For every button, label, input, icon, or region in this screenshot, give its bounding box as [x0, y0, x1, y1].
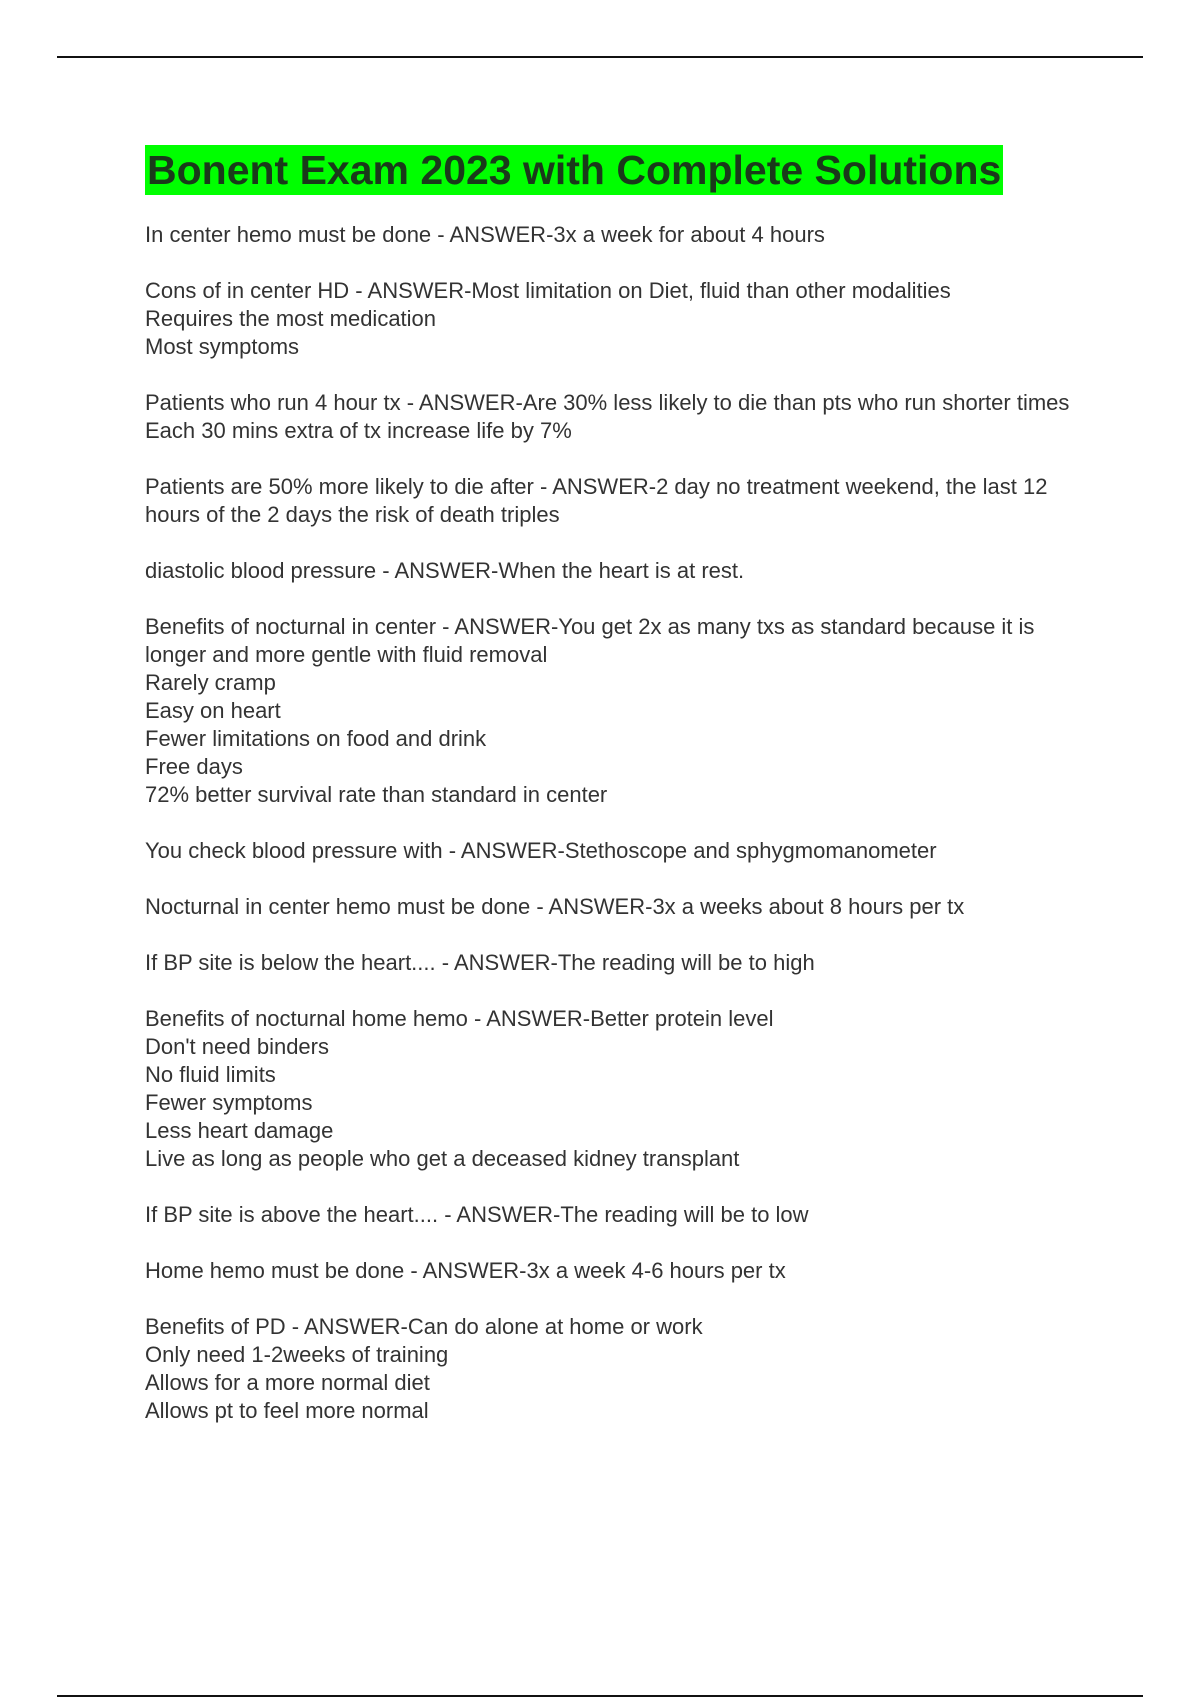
document-body	[145, 145, 1095, 1453]
qa-line: You check blood pressure with - ANSWER-Stethoscope and sphygmomanometer	[145, 838, 937, 863]
qa-line: Live as long as people who get a deceased kidney transplant	[145, 1146, 740, 1171]
qa-line: Allows for a more normal diet	[145, 1370, 430, 1395]
qa-line: Don't need binders	[145, 1034, 329, 1059]
qa-line: Patients are 50% more likely to die after - ANSWER-2 day no treatment weekend, the last 12 hours of the 2 days the risk of death triples	[145, 474, 1048, 527]
qa-line: Easy on heart	[145, 698, 281, 723]
qa-line: If BP site is below the heart.... - ANSWER-The reading will be to high	[145, 950, 815, 975]
qa-line: In center hemo must be done - ANSWER-3x a week for about 4 hours	[145, 222, 825, 247]
qa-line: Free days	[145, 754, 243, 779]
qa-item	[145, 1201, 1095, 1229]
qa-item	[145, 1313, 1095, 1425]
qa-line: Rarely cramp	[145, 670, 276, 695]
qa-line: Allows pt to feel more normal	[145, 1398, 429, 1423]
qa-line: Fewer symptoms	[145, 1090, 313, 1115]
qa-line: Only need 1-2weeks of training	[145, 1342, 449, 1367]
qa-line: diastolic blood pressure - ANSWER-When the heart is at rest.	[145, 558, 745, 583]
qa-line: Patients who run 4 hour tx - ANSWER-Are 30% less likely to die than pts who run shorter times	[145, 390, 1070, 415]
qa-line: Nocturnal in center hemo must be done - ANSWER-3x a weeks about 8 hours per tx	[145, 894, 965, 919]
qa-line: Home hemo must be done - ANSWER-3x a week 4-6 hours per tx	[145, 1258, 786, 1283]
qa-line: Benefits of PD - ANSWER-Can do alone at home or work	[145, 1314, 703, 1339]
qa-item	[145, 221, 1095, 249]
qa-line: Cons of in center HD - ANSWER-Most limitation on Diet, fluid than other modalities	[145, 278, 951, 303]
qa-line: Each 30 mins extra of tx increase life by 7%	[145, 418, 572, 443]
qa-line: If BP site is above the heart.... - ANSWER-The reading will be to low	[145, 1202, 809, 1227]
qa-item	[145, 1005, 1095, 1173]
qa-item	[145, 893, 1095, 921]
qa-item	[145, 277, 1095, 361]
qa-item	[145, 389, 1095, 445]
qa-line: Benefits of nocturnal home hemo - ANSWER-Better protein level	[145, 1006, 774, 1031]
qa-line: Less heart damage	[145, 1118, 334, 1143]
qa-item	[145, 613, 1095, 809]
qa-line: No fluid limits	[145, 1062, 276, 1087]
qa-item	[145, 473, 1095, 529]
qa-line: Most symptoms	[145, 334, 300, 359]
qa-line: 72% better survival rate than standard in center	[145, 782, 608, 807]
qa-item	[145, 1257, 1095, 1285]
top-rule	[57, 56, 1143, 58]
bottom-rule	[57, 1695, 1143, 1697]
qa-item	[145, 837, 1095, 865]
qa-line: Benefits of nocturnal in center - ANSWER-You get 2x as many txs as standard because it is longer and more gentle with fluid removal	[145, 614, 1035, 667]
qa-item	[145, 557, 1095, 585]
qa-line: Requires the most medication	[145, 306, 437, 331]
qa-line: Fewer limitations on food and drink	[145, 726, 487, 751]
qa-item	[145, 949, 1095, 977]
document-title: Bonent Exam 2023 with Complete Solutions	[147, 147, 1002, 193]
